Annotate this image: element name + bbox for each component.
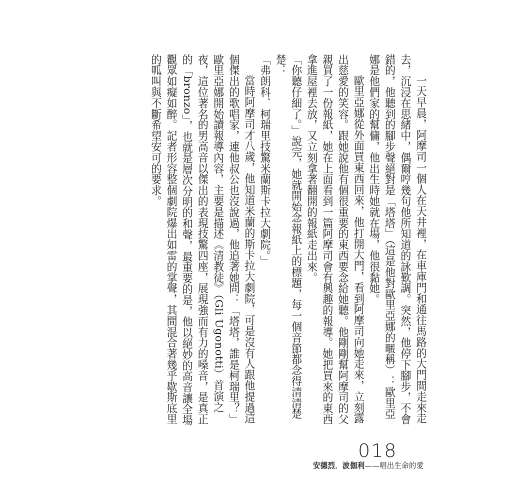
body-text <box>16 54 428 426</box>
running-head <box>313 461 424 471</box>
running-head-subtitle: 唱出生命的愛 <box>379 461 424 470</box>
running-head-author: 安德烈．波伽利 <box>313 461 365 470</box>
running-head-separator: —— <box>364 461 380 470</box>
paragraph: 當時阿摩司才八歲，他知道米蘭的斯卡拉大劇院，可是沒有人跟他提過這個傑出的歌唱家，連他叔公也沒說過，他追著她問：「塔塔，誰是柯瑞里？」歐里亞娜開始讀報導內容，主要是描述《清教徒》（Gli Ugonotti）首演之夜，這位著名的男高音以傑出的表現技驚四座，展現強而有力的嗓音，是真正的「bronzo」，也就是層次分明的和聲，最重要的是，他以絕妙的高音讓全場觀眾如癡如醉。記者形容整個劇院爆出如雷的掌聲，其間混合著幾乎歇斯底里的呱叫與不斷希望安可的要求。 <box>149 54 256 426</box>
paragraph: 「你聽仔細了。」說完，她就開始念報紙上的標題，每一個音節都念得清清楚楚： <box>274 54 303 420</box>
page-number: 018 <box>358 440 398 462</box>
paragraph: 歐里亞娜從外面買東西回來，他打開大門，看到阿摩司向她走來，立刻露出慈愛的笑容。跟她說他有個很重要的東西要念給她聽。他剛剛幫阿摩司的父親買了一份報紙，她在上面看到一篇阿摩司會有興趣的報導。她把買來的東西拿進屋裡去放，又立刻拿著翻開的報紙走出來。 <box>305 54 365 425</box>
paragraph: 「弗朗科．柯瑞里技驚米蘭斯卡拉大劇院。」 <box>259 54 272 267</box>
paragraph: 一天早晨，阿摩司一個人在天井裡，在車庫門和通往馬路的大門間走來走去，沉浸在思緒中，偶爾哼幾句他所知道的詠歎調。突然，他停下腳步，不會錯的，他聽到的腳步聲絕對是「塔塔」（這是他對歐里亞娜的暱稱）：歐里亞娜是他們家的幫傭，他出生時她就在場，他很黏她。 <box>368 54 427 425</box>
